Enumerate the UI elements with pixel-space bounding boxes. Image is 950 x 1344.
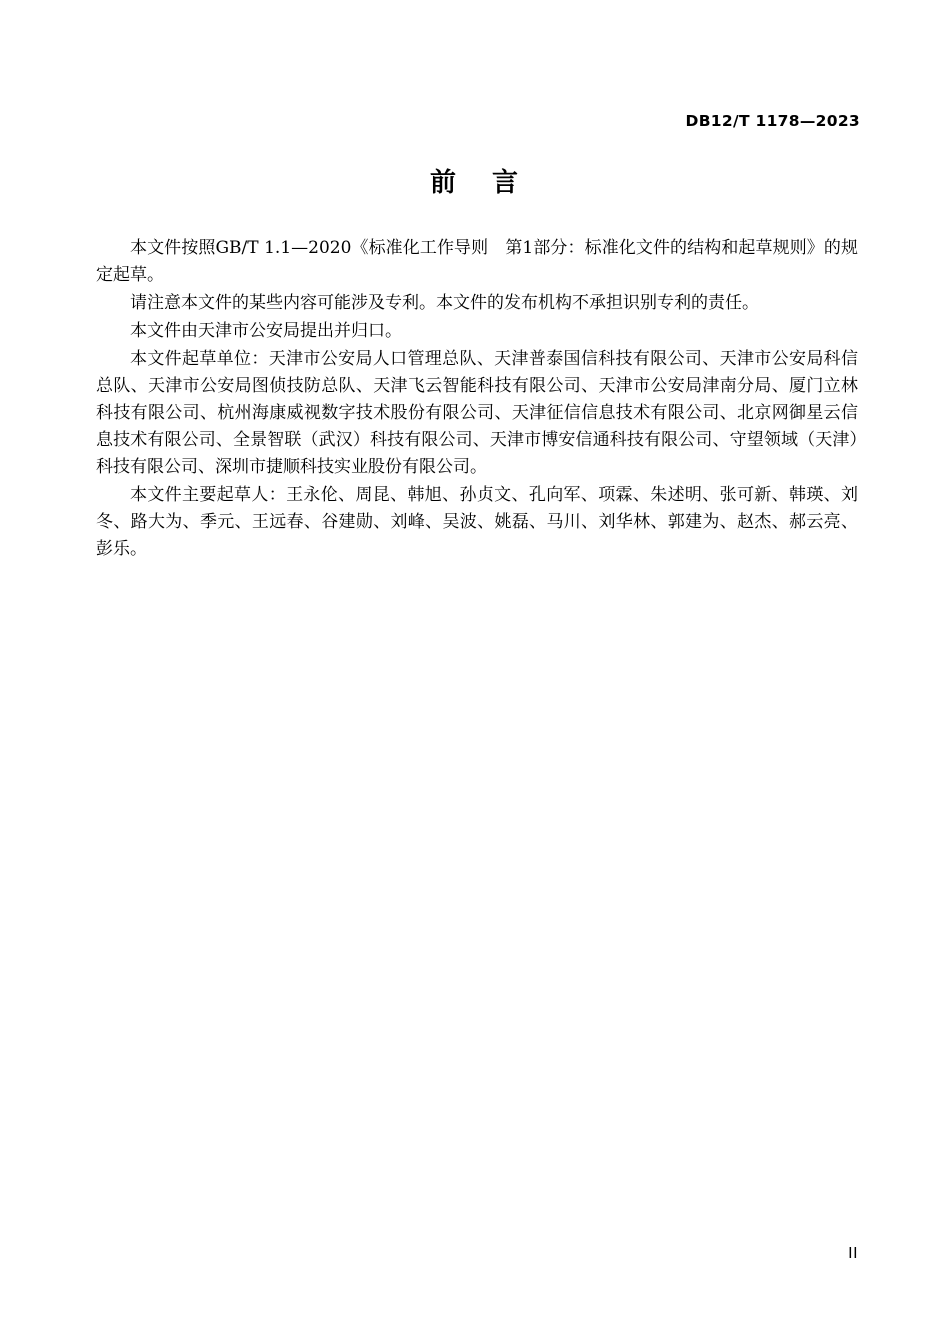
paragraph-patent-notice: 请注意本文件的某些内容可能涉及专利。本文件的发布机构不承担识别专利的责任。	[130, 293, 759, 313]
page-title-char-2: 言	[492, 168, 521, 198]
document-header-standard-code: DB12/T 1178—2023	[685, 112, 860, 130]
paragraph-main-drafters: 本文件主要起草人：王永伦、周昆、韩旭、孙贞文、孔向军、项霖、朱述明、张可新、韩瑛、刘冬、路大为、季元、王远春、谷建勋、刘峰、吴波、姚磊、马川、刘华林、郭建为、赵杰、郝云亮、彭乐。	[96, 485, 858, 559]
page-title-char-1: 前	[429, 168, 458, 198]
paragraph-proposing-body: 本文件由天津市公安局提出并归口。	[130, 321, 402, 341]
paragraph-scope-basis: 本文件按照GB/T 1.1—2020《标准化工作导则 第1部分：标准化文件的结构和起草规则》的规定起草。	[96, 238, 858, 285]
footer-page-number: II	[848, 1244, 858, 1262]
paragraph-drafting-organizations: 本文件起草单位：天津市公安局人口管理总队、天津普泰国信科技有限公司、天津市公安局科信总队、天津市公安局图侦技防总队、天津飞云智能科技有限公司、天津市公安局津南分局、厦门立林科技有限公司、杭州海康威视数字技术股份有限公司、天津征信信息技术有限公司、北京网御星云信息技术有限公司、全景智联（武汉）科技有限公司、天津市博安信通科技有限公司、守望领域（天津）科技有限公司、深圳市捷顺科技实业股份有限公司。	[96, 349, 858, 477]
foreword-body	[96, 235, 858, 563]
page-title	[0, 162, 950, 199]
